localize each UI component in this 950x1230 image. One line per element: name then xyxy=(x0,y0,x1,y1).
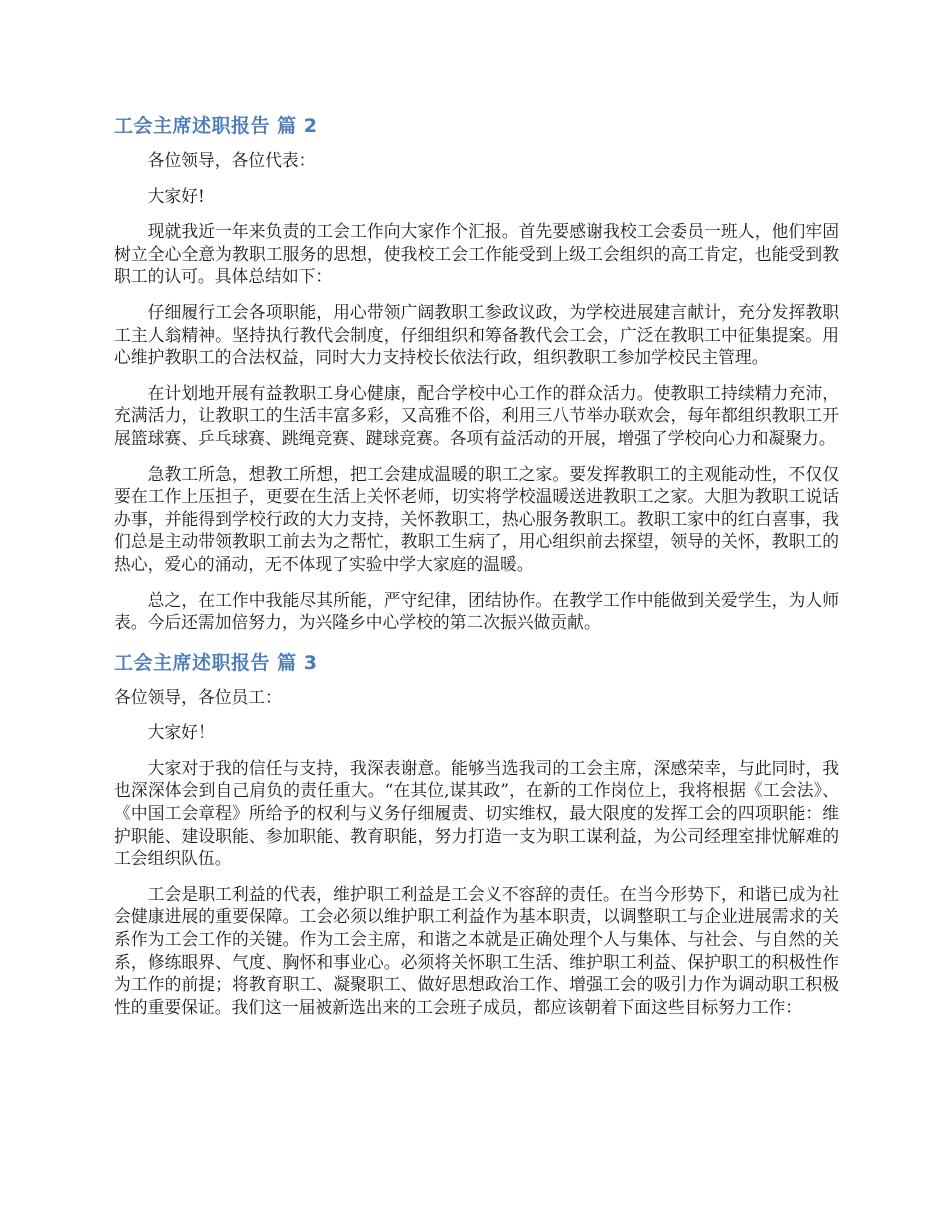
greeting: 大家好! xyxy=(147,185,205,206)
body-paragraph: 现就我近一年来负责的工会工作向大家作个汇报。首先要感谢我校工会委员一班人，他们牢固树立全心全意为教职工服务的思想，使我校工会工作能受到上级工会组织的高工肯定，也能受到教职工的认可。具体总结如下： xyxy=(114,221,839,287)
section-heading-2: 工会主席述职报告 篇 2 xyxy=(114,115,318,137)
body-paragraph: 仔细履行工会各项职能，用心带领广阔教职工参政议政，为学校进展建言献计，充分发挥教职工主人翁精神。坚持执行教代会制度，仔细组织和筹备教代会工会，广泛在教职工中征集提案。用心维护教职工的合法权益，同时大力支持校长依法行政，组织教职工参加学校民主管理。 xyxy=(114,301,839,368)
body-paragraph: 工会是职工利益的代表，维护职工利益是工会义不容辞的责任。在当今形势下，和谐已成为社会健康进展的重要保障。工会必须以维护职工利益作为基本职责，以调整职工与企业进展需求的关系作为工会工作的关键。作为工会主席，和谐之本就是正确处理个人与集体、与社会、与自然的关系，修练眼界、气度、胸怀和事业心。必须将关怀职工生活、维护职工利益、保护职工的积极性作为工作的前提；将教育职工、凝聚职工、做好思想政治工作、增强工会的吸引力作为调动职工积极性的重要保证。我们这一届被新选出来的工会班子成员，都应该朝着下面这些目标努力工作： xyxy=(114,883,839,1017)
greeting: 大家好！ xyxy=(147,722,215,743)
body-paragraph: 在计划地开展有益教职工身心健康，配合学校中心工作的群众活力。使教职工持续精力充沛，充满活力，让教职工的生活丰富多彩，又高雅不俗，利用三八节举办联欢会，每年都组织教职工开展篮球赛、乒乓球赛、跳绳竞赛、踺球竞赛。各项有益活动的开展，增强了学校向心力和凝聚力。 xyxy=(114,382,839,448)
body-paragraph: 急教工所急，想教工所想，把工会建成温暖的职工之家。要发挥教职工的主观能动性，不仅仅要在工作上压担子，更要在生活上关怀老师，切实将学校温暖送进教职工之家。大胆为教职工说话办事，并能得到学校行政的大力支持，关怀教职工，热心服务教职工。教职工家中的红白喜事，我们总是主动带领教职工前去为之帮忙，教职工生病了，用心组织前去探望，领导的关怀，教职工的热心，爱心的涌动，无不体现了实验中学大家庭的温暖。 xyxy=(114,463,839,574)
body-paragraph: 总之，在工作中我能尽其所能，严守纪律，团结协作。在教学工作中能做到关爱学生，为人师表。今后还需加倍努力，为兴隆乡中心学校的第二次振兴做贡献。 xyxy=(114,589,839,633)
document-body xyxy=(114,113,839,1031)
body-paragraph: 大家对于我的信任与支持，我深表谢意。能够当选我司的工会主席，深感荣幸，与此同时，我也深深体会到自己肩负的责任重大。“在其位,谋其政”，在新的工作岗位上，我将根据《工会法》、《中国工会章程》所给予的权利与义务仔细履责、切实维权，最大限度的发挥工会的四项职能：维护职能、建设职能、参加职能、教育职能，努力打造一支为职工谋利益，为公司经理室排忧解难的工会组织队伍。 xyxy=(114,757,839,869)
section-heading-3: 工会主席述职报告 篇 3 xyxy=(114,651,318,674)
salutation: 各位领导，各位员工： xyxy=(114,686,282,707)
salutation: 各位领导，各位代表： xyxy=(147,150,316,170)
